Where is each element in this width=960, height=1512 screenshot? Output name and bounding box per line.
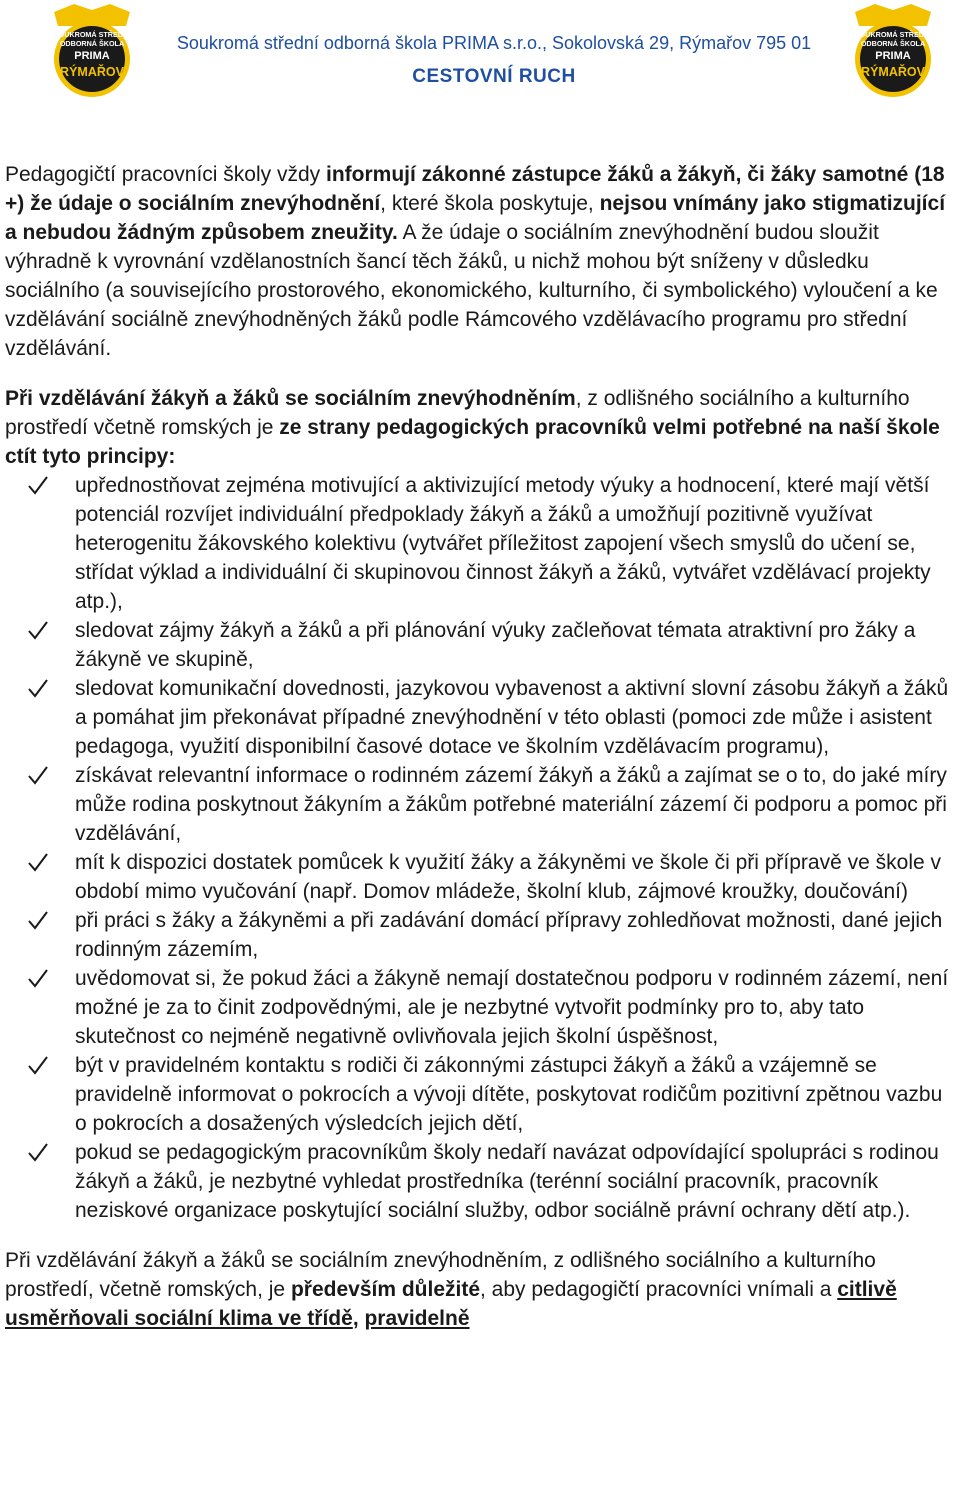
list-item-text: uvědomovat si, že pokud žáci a žákyně nemají dostatečnou podporu v rodinném zázemí, není možné je za to činit zodpovědnými, ale je nezbytné vytvořit podmínky pro to, aby tato skutečnost co nejméně negativně ovlivňovala jejich školní úspěšnost,: [75, 967, 949, 1048]
list-item: [5, 616, 957, 674]
bold-run: ze strany pedagogických pracovníků velmi potřebné na naší škole ctít tyto principy:: [5, 416, 940, 468]
list-item-text: upřednostňovat zejména motivující a aktivizující metody výuky a hodnocení, které mají větší potenciál rozvíjet individuální předpoklady žákyň a žáků a umožňují pozitivně využívat heterogenitu žákovského kolektivu (vytvářet příležitost zapojení všech smyslů do učení se, střídat výklad a individuální či skupinovou činnost žákyň a žáků, vytvářet vzdělávací projekty atp.),: [75, 474, 931, 613]
list-item: [5, 1051, 957, 1138]
school-address-line: Soukromá střední odborná škola PRIMA s.r.o., Sokolovská 29, Rýmařov 795 01: [176, 33, 812, 53]
list-item: [5, 761, 957, 848]
list-item: [5, 674, 957, 761]
paragraph-principles-intro: [5, 384, 957, 471]
list-item-text: být v pravidelném kontaktu s rodiči či zákonnými zástupci žákyň a žáků a vzájemně se pravidelně informovat o pokrocích a vývoji dítěte, poskytovat rodičům pozitivní zpětnou vazbu o pokrocích a dosažených výsledcích jejich dětí,: [75, 1054, 943, 1135]
logo-text-town: RÝMAŘOV: [60, 65, 124, 79]
logo-text-name: PRIMA: [74, 50, 110, 62]
list-item-text: sledovat zájmy žákyň a žáků a při plánování výuky začleňovat témata atraktivní pro žáky a žákyně ve skupině,: [75, 619, 916, 671]
paragraph-social-climate: [5, 1246, 957, 1333]
bold-run: především důležité: [290, 1278, 481, 1301]
bold-run: nejsou vnímány jako stigmatizující a nebudou žádným způsobem zneužity.: [5, 192, 946, 244]
logo-text-mid: ODBORNÁ ŠKOLA: [59, 39, 125, 48]
document-body: [5, 160, 957, 1333]
page-header: [0, 0, 960, 100]
text-run: Při vzdělávání žákyň a žáků se sociálním znevýhodněním, z odlišného sociálního a kulturního prostředí, včetně romských, je: [5, 1249, 876, 1301]
checkmark-icon: [27, 967, 49, 989]
bold-underlined-run: pravidelně: [364, 1307, 470, 1330]
logo-text-town: RÝMAŘOV: [861, 65, 925, 79]
list-item-text: mít k dispozici dostatek pomůcek k využití žáky a žákyněmi ve škole či při přípravě ve škole v období mimo vyučování (např. Domov mládeže, školní klub, zájmové kroužky, doučování): [75, 851, 941, 903]
paragraph-gap: [5, 1225, 957, 1246]
checkmark-icon: [27, 619, 49, 641]
checkmark-icon: [27, 909, 49, 931]
checkmark-icon: [27, 764, 49, 786]
list-item: [5, 964, 957, 1051]
paragraph-gap: [5, 363, 957, 384]
bold-run: informují zákonné zástupce žáků a žákyň, či žáky samotné (18 +) že údaje o sociálním znevýhodnění: [5, 163, 945, 215]
checkmark-icon: [27, 851, 49, 873]
text-run: Pedagogičtí pracovníci školy vždy: [5, 163, 326, 186]
list-item: [5, 906, 957, 964]
logo-text-top: SOUKROMÁ STŘEDNÍ: [854, 30, 932, 39]
list-item-text: při práci s žáky a žákyněmi a při zadávání domácí přípravy zohledňovat možnosti, dané jejich rodinným zázemím,: [75, 909, 943, 961]
list-item-text: získávat relevantní informace o rodinném zázemí žákyň a žáků a zajímat se o to, do jaké míry může rodina poskytnout žákyním a žákům potřebné materiální zázemí či podporu a pomoc při vzdělávání,: [75, 764, 947, 845]
list-item-text: pokud se pedagogickým pracovníkům školy nedaří navázat odpovídající spolupráci s rodinou žákyň a žáků, je nezbytné vyhledat prostředníka (terénní sociální pracovník, pracovník neziskové organizace poskytující sociální služby, odbor sociálně právní ochrany dětí atp.).: [75, 1141, 939, 1222]
checkmark-icon: [27, 1141, 49, 1163]
list-item-text: sledovat komunikační dovednosti, jazykovou vybavenost a aktivní slovní zásobu žákyň a žáků a pomáhat jim překonávat případné znevýhodnění v této oblasti (pomoci zde může i asistent pedagoga, využití disponibilní časové dotace ve školním vzdělávacím programu),: [75, 677, 949, 758]
list-item: [5, 471, 957, 616]
list-item: [5, 1138, 957, 1225]
principles-checklist: [5, 471, 957, 1225]
paragraph-data-privacy: [5, 160, 957, 363]
logo-text-name: PRIMA: [875, 50, 911, 62]
department-title: CESTOVNÍ RUCH: [412, 66, 576, 87]
text-run: A že údaje o sociálním znevýhodnění budou sloužit výhradně k vyrovnání vzdělanostních šancí těch žáků, u nichž mohou být sníženy v důsledku sociálního (a souvisejícího prostorového, ekonomického, kulturního, či symbolického) vyloučení a ke vzdělávání sociálně znevýhodněných žáků podle Rámcového vzdělávacího programu pro střední vzdělávání.: [5, 221, 938, 360]
bold-run: Při vzdělávání žákyň a žáků se sociálním znevýhodněním: [5, 387, 576, 410]
checkmark-icon: [27, 677, 49, 699]
school-logo-right: [845, 4, 941, 100]
text-run: , aby pedagogičtí pracovníci vnímali a: [480, 1278, 838, 1301]
checkmark-icon: [27, 1054, 49, 1076]
text-run: , z odlišného sociálního a kulturního prostředí včetně romských je: [5, 387, 910, 439]
bold-underlined-run: citlivě usměrňovali sociální klima ve třídě: [5, 1278, 897, 1330]
list-item: [5, 848, 957, 906]
text-run: , které škola poskytuje,: [380, 192, 600, 215]
bold-run: ,: [352, 1307, 365, 1330]
logo-text-mid: ODBORNÁ ŠKOLA: [860, 39, 926, 48]
checkmark-icon: [27, 474, 49, 496]
school-logo-left: [44, 4, 140, 100]
logo-text-top: SOUKROMÁ STŘEDNÍ: [53, 30, 131, 39]
